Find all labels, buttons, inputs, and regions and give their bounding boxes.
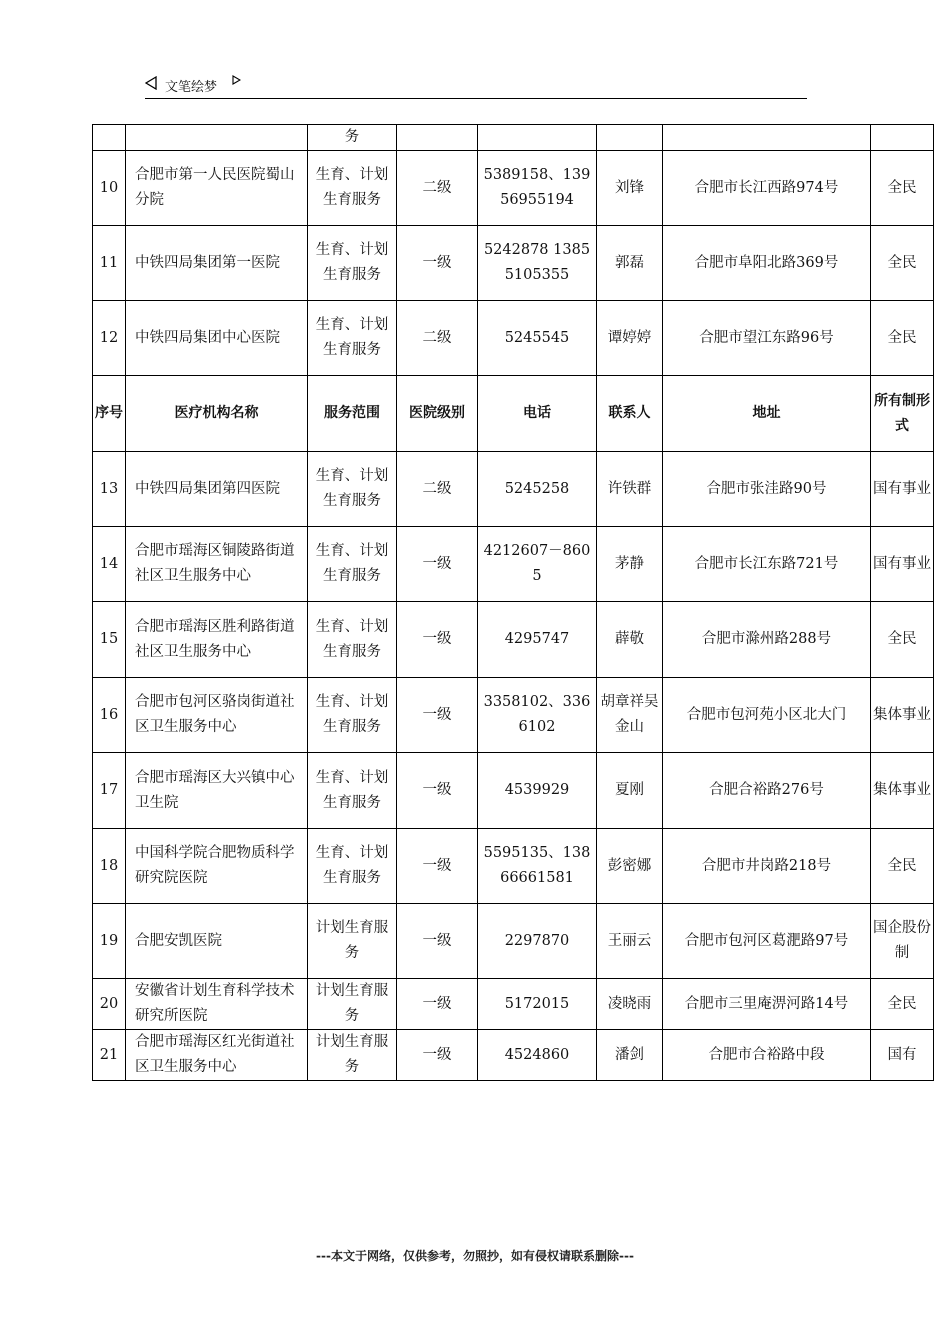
table-row [93,979,934,1030]
address-cell: 合肥市长江东路721号 [663,527,871,602]
num-cell: 14 [93,527,126,602]
address-cell: 地址 [663,376,871,452]
table-row [93,753,934,829]
address-cell: 合肥市包河区葛淝路97号 [663,904,871,979]
scope-cell: 生育、计划生育服务 [308,527,397,602]
table-row [93,151,934,226]
ownership-cell: 国有 [871,1030,934,1081]
scope-cell: 计划生育服务 [308,979,397,1030]
ownership-cell: 全民 [871,151,934,226]
table-row [93,678,934,753]
address-cell: 合肥市张洼路90号 [663,452,871,527]
address-cell: 合肥市长江西路974号 [663,151,871,226]
name-cell: 合肥市瑶海区胜利路街道社区卫生服务中心 [126,602,308,678]
ownership-cell: 全民 [871,829,934,904]
level-cell: 二级 [397,301,478,376]
ownership-cell: 集体事业 [871,753,934,829]
phone-cell: 4539929 [478,753,597,829]
level-cell: 一级 [397,602,478,678]
header-title: 文笔绘梦 [165,80,218,95]
table-row [93,301,934,376]
ownership-cell: 国企股份制 [871,904,934,979]
address-cell: 合肥市三里庵淠河路14号 [663,979,871,1030]
level-cell: 一级 [397,678,478,753]
table-row-partial [93,125,934,151]
triangle-left-icon [145,76,157,90]
name-cell: 中铁四局集团第一医院 [126,226,308,301]
name-cell: 合肥市瑶海区铜陵路街道社区卫生服务中心 [126,527,308,602]
ownership-cell: 全民 [871,979,934,1030]
table-row [93,1030,934,1081]
num-cell: 21 [93,1030,126,1081]
contact-cell: 联系人 [597,376,663,452]
phone-cell: 5245258 [478,452,597,527]
name-cell: 合肥市包河区骆岗街道社区卫生服务中心 [126,678,308,753]
phone-cell: 4212607－8605 [478,527,597,602]
triangle-right-icon [232,75,241,85]
num-cell: 10 [93,151,126,226]
address-cell: 合肥市包河苑小区北大门 [663,678,871,753]
contact-cell: 谭婷婷 [597,301,663,376]
num-cell: 15 [93,602,126,678]
name-cell: 中铁四局集团第四医院 [126,452,308,527]
hospital-table [92,124,934,1081]
num-cell: 18 [93,829,126,904]
phone-cell: 5245545 [478,301,597,376]
ownership-cell: 全民 [871,602,934,678]
num-cell: 序号 [93,376,126,452]
level-cell: 一级 [397,753,478,829]
address-cell: 合肥市井岗路218号 [663,829,871,904]
table-row [93,829,934,904]
phone-cell: 3358102、3366102 [478,678,597,753]
address-cell: 合肥市望江东路96号 [663,301,871,376]
table-row [93,452,934,527]
level-cell: 一级 [397,1030,478,1081]
phone-cell: 5389158、13956955194 [478,151,597,226]
name-cell: 合肥市第一人民医院蜀山分院 [126,151,308,226]
address-cell: 合肥市合裕路中段 [663,1030,871,1081]
contact-cell: 胡章祥吴金山 [597,678,663,753]
level-cell: 一级 [397,979,478,1030]
scope-cell: 计划生育服务 [308,1030,397,1081]
contact-cell: 刘锋 [597,151,663,226]
address-cell: 合肥市滁州路288号 [663,602,871,678]
ownership-cell: 所有制形式 [871,376,934,452]
contact-cell: 潘剑 [597,1030,663,1081]
num-cell: 20 [93,979,126,1030]
phone-cell: 电话 [478,376,597,452]
scope-cell: 生育、计划生育服务 [308,753,397,829]
num-cell: 11 [93,226,126,301]
name-cell: 合肥安凯医院 [126,904,308,979]
table-row [93,527,934,602]
level-cell: 一级 [397,904,478,979]
scope-cell: 生育、计划生育服务 [308,226,397,301]
name-cell: 医疗机构名称 [126,376,308,452]
ownership-cell: 全民 [871,301,934,376]
contact-cell: 许铁群 [597,452,663,527]
scope-cell: 生育、计划生育服务 [308,678,397,753]
name-cell: 合肥市瑶海区大兴镇中心卫生院 [126,753,308,829]
scope-cell: 务 [308,125,397,151]
table-row [93,602,934,678]
name-cell: 中国科学院合肥物质科学研究院医院 [126,829,308,904]
level-cell: 一级 [397,527,478,602]
num-cell: 13 [93,452,126,527]
phone-cell: 4295747 [478,602,597,678]
table-row [93,226,934,301]
footer-disclaimer: ---本文于网络，仅供参考，勿照抄，如有侵权请联系删除--- [316,1249,634,1263]
table-row [93,904,934,979]
num-cell: 17 [93,753,126,829]
table-header-row [93,376,934,452]
scope-cell: 生育、计划生育服务 [308,301,397,376]
scope-cell: 服务范围 [308,376,397,452]
num-cell: 16 [93,678,126,753]
contact-cell: 夏刚 [597,753,663,829]
phone-cell: 5595135、13866661581 [478,829,597,904]
contact-cell: 郭磊 [597,226,663,301]
name-cell: 安徽省计划生育科学技术研究所医院 [126,979,308,1030]
scope-cell: 生育、计划生育服务 [308,151,397,226]
contact-cell: 王丽云 [597,904,663,979]
contact-cell: 凌晓雨 [597,979,663,1030]
level-cell: 一级 [397,829,478,904]
page-header [145,72,807,99]
ownership-cell: 国有事业 [871,452,934,527]
scope-cell: 生育、计划生育服务 [308,602,397,678]
level-cell: 一级 [397,226,478,301]
scope-cell: 计划生育服务 [308,904,397,979]
ownership-cell: 集体事业 [871,678,934,753]
phone-cell: 5242878 13855105355 [478,226,597,301]
level-cell: 二级 [397,452,478,527]
address-cell: 合肥市阜阳北路369号 [663,226,871,301]
scope-cell: 生育、计划生育服务 [308,829,397,904]
ownership-cell: 全民 [871,226,934,301]
phone-cell: 5172015 [478,979,597,1030]
phone-cell: 2297870 [478,904,597,979]
level-cell: 医院级别 [397,376,478,452]
contact-cell: 茅静 [597,527,663,602]
contact-cell: 薜敬 [597,602,663,678]
scope-cell: 生育、计划生育服务 [308,452,397,527]
phone-cell: 4524860 [478,1030,597,1081]
address-cell: 合肥合裕路276号 [663,753,871,829]
level-cell: 二级 [397,151,478,226]
num-cell: 12 [93,301,126,376]
ownership-cell: 国有事业 [871,527,934,602]
num-cell: 19 [93,904,126,979]
name-cell: 合肥市瑶海区红光街道社区卫生服务中心 [126,1030,308,1081]
contact-cell: 彭密娜 [597,829,663,904]
name-cell: 中铁四局集团中心医院 [126,301,308,376]
